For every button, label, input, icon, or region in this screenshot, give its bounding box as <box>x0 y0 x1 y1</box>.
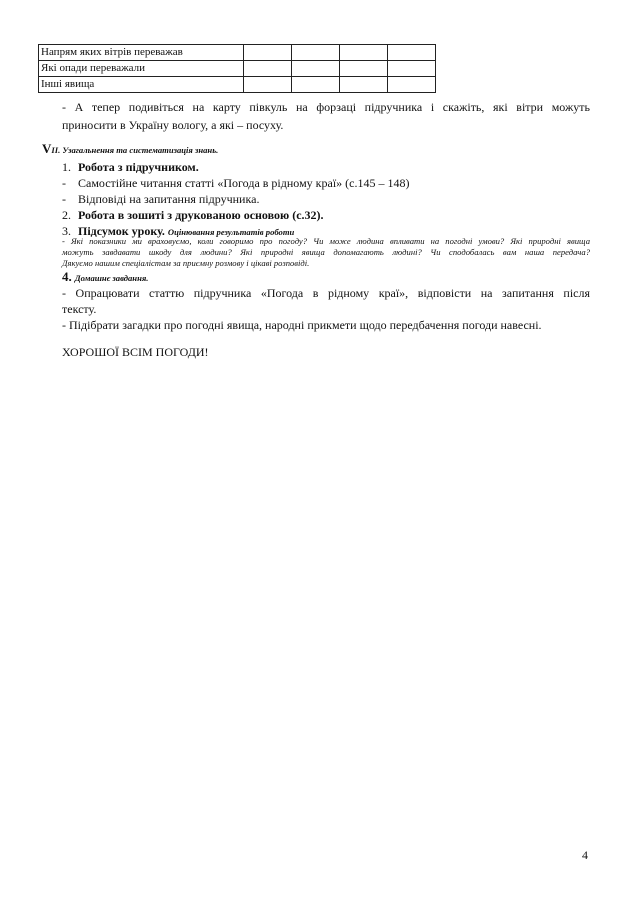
item-text: Робота з підручником. <box>78 160 199 174</box>
table-cell <box>292 61 340 77</box>
list-item <box>62 176 409 190</box>
section-rest: II. Узагальнення та систематизація знань. <box>51 145 219 155</box>
section-lead: V <box>42 141 52 156</box>
item-text: Самостійне читання статті «Погода в рідному краї» (с.145 – 148) <box>78 176 410 190</box>
page-number: 4 <box>582 848 588 862</box>
homework-heading <box>62 270 148 285</box>
weather-observation-table <box>38 44 436 93</box>
intro-line-2: приносити в Україну вологу, а які – посуху. <box>62 118 284 132</box>
table-cell <box>340 61 388 77</box>
item-marker: - <box>62 176 66 190</box>
questions-line-2: можуть завдавати шкоду для людини? Які природні явища допомагають людині? Чи сподобалась вам наша передача? <box>62 247 590 257</box>
item-number: 3. <box>62 224 71 238</box>
table-row <box>39 77 436 93</box>
homework-line-3: - Підібрати загадки про погодні явища, народні прикмети щодо передбачення погоди навесні. <box>62 318 542 332</box>
item-number: 1. <box>62 160 71 174</box>
list-item <box>62 160 199 174</box>
homework-line-1: - Опрацювати статтю підручника «Погода в рідному краї», відповісти на запитання після <box>62 286 590 300</box>
table-cell <box>292 77 340 93</box>
intro-line-1: - А тепер подивіться на карту півкуль на форзаці підручника і скажіть, які вітри можуть <box>62 100 590 114</box>
row-label: Інші явища <box>39 77 244 93</box>
item-text: Робота в зошиті з друкованою основою (с.32). <box>78 208 324 222</box>
table-cell <box>244 61 292 77</box>
list-item <box>62 208 324 222</box>
homework-title: Домашнє завдання. <box>74 273 149 283</box>
table-cell <box>388 77 436 93</box>
table-row <box>39 61 436 77</box>
item-text: Підсумок уроку. <box>78 224 165 238</box>
item-number: 2. <box>62 208 71 222</box>
item-text: Відповіді на запитання підручника. <box>78 192 260 206</box>
row-label: Напрям яких вітрів переважав <box>39 45 244 61</box>
list-item <box>62 192 259 206</box>
row-label: Які опади переважали <box>39 61 244 77</box>
table-cell <box>388 45 436 61</box>
table-cell <box>244 77 292 93</box>
item-subtext: Оцінювання результатів роботи <box>167 227 295 237</box>
questions-line-1: - Які показники ми враховуємо, коли говоримо про погоду? Чи може людина впливати на погодні умови? Які природні явища <box>62 236 590 246</box>
homework-line-2: тексту. <box>62 302 97 316</box>
table-cell <box>244 45 292 61</box>
table-row <box>39 45 436 61</box>
table-cell <box>388 61 436 77</box>
closing-text: ХОРОШОЇ ВСІМ ПОГОДИ! <box>62 345 209 359</box>
section-heading <box>42 142 218 157</box>
table-cell <box>340 77 388 93</box>
item-marker: - <box>62 192 66 206</box>
table-cell <box>340 45 388 61</box>
table-cell <box>292 45 340 61</box>
homework-number: 4. <box>62 269 72 284</box>
questions-line-3: Дякуємо нашим спеціалістам за приємну розмову і цікаві розповіді. <box>62 258 310 268</box>
